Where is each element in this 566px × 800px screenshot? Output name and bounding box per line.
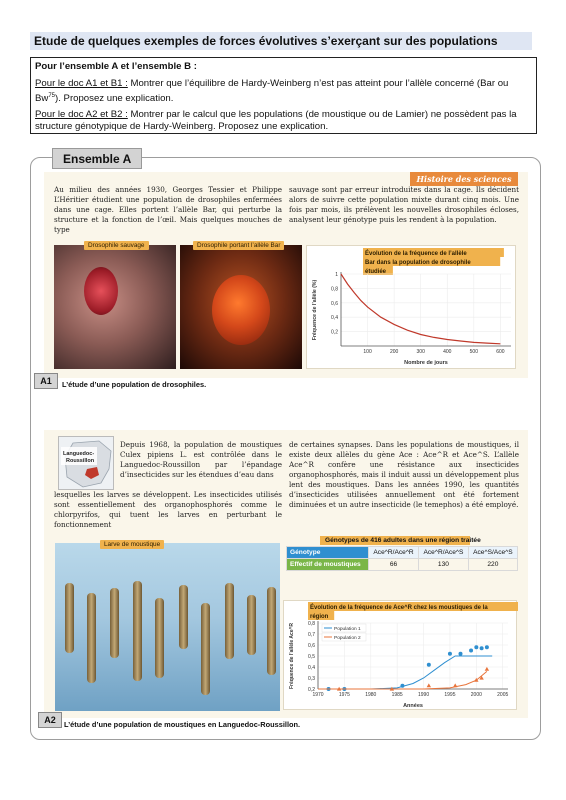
data-point <box>448 652 452 656</box>
history-tag: Histoire des sciences <box>410 172 518 186</box>
y-tick-label: 0,8 <box>308 621 315 627</box>
a2-text-col1-top: Depuis 1968, la population de moustiques Culex pipiens L. est contrôlée dans le Languedoc-Roussillon par l’épandage d’insecticides sur les étendues d’eau dans <box>120 440 282 479</box>
count-cell: 66 <box>369 559 419 571</box>
larva-shape <box>87 593 96 683</box>
data-point <box>480 646 484 650</box>
table-row <box>287 559 518 571</box>
data-point <box>427 663 431 667</box>
map-label-line1: Languedoc- <box>63 451 95 457</box>
a1-caption: L’étude d’une population de drosophiles. <box>62 380 207 389</box>
data-point <box>485 645 489 649</box>
a2-caption: L’étude d’une population de moustiques en Languedoc-Roussillon. <box>64 720 301 729</box>
photo-label-wild: Drosophile sauvage <box>84 241 149 250</box>
france-map-icon <box>59 437 115 491</box>
x-tick-label: 300 <box>416 349 425 355</box>
x-tick-label: 1975 <box>338 692 350 698</box>
larva-shape <box>225 583 234 659</box>
y-tick-label: 0,2 <box>308 687 315 693</box>
task-item-2-prefix: Pour le doc A2 et B2 : <box>35 109 128 121</box>
chart-title: région <box>310 614 329 620</box>
genotype-cell: Ace^R/Ace^S <box>419 547 469 559</box>
data-point <box>459 652 463 656</box>
data-point <box>427 683 431 687</box>
data-point <box>485 667 489 671</box>
a2-text-col1-bottom: lesquelles les larves se développent. Les insecticides utilisés sont essentiellement des organophosphorés comme le chlorpyrifos, qui tuent les larves en perturbant le fonctionnement <box>54 490 282 529</box>
y-tick-label: 0,4 <box>331 315 338 322</box>
y-axis-label: Fréquence de l’allèle (%) <box>312 279 318 341</box>
mosquito-larvae-photo <box>55 543 280 711</box>
x-tick-label: 1995 <box>444 692 456 698</box>
genotype-cell: Ace^S/Ace^S <box>468 547 517 559</box>
x-tick-label: 2000 <box>470 692 482 698</box>
x-tick-label: 1980 <box>365 692 377 698</box>
x-axis-label: Années <box>403 703 423 709</box>
chart-title: Bar dans la population de drosophile <box>365 260 471 266</box>
count-cell: 130 <box>419 559 469 571</box>
photo-label-larva: Larve de moustique <box>100 540 164 549</box>
larva-shape <box>179 585 188 649</box>
x-tick-label: 100 <box>363 349 372 355</box>
chart-ace-allele-svg <box>284 601 518 711</box>
data-point <box>453 683 457 687</box>
legend-label: Population 2 <box>334 636 361 641</box>
chart-title: Évolution de la fréquence de Ace^R chez les moustiques de la <box>310 605 488 611</box>
x-tick-label: 1985 <box>391 692 403 698</box>
y-tick-label: 1 <box>335 272 338 278</box>
y-tick-label: 0,2 <box>331 329 338 336</box>
y-tick-label: 0,3 <box>308 676 315 682</box>
genotype-table <box>286 536 518 571</box>
y-axis-label: Fréquence de l’allèle Ace^R <box>289 622 295 690</box>
genotype-cell: Ace^R/Ace^R <box>369 547 419 559</box>
larva-shape <box>110 588 119 658</box>
x-tick-label: 1990 <box>417 692 430 698</box>
x-tick-label: 500 <box>469 349 478 355</box>
larva-shape <box>155 598 164 678</box>
task-item-2 <box>35 109 532 133</box>
x-tick-label: 200 <box>389 349 399 355</box>
x-tick-label: 2005 <box>497 692 509 698</box>
chart-title: Évolution de la fréquence de l’allèle <box>365 251 467 257</box>
a2-text-col2: de certaines synapses. Dans les populations de moustiques, il existe deux allèles du gène Ace : Ace^R et Ace^S. L’allèle Ace^R confère une résistance aux insecticides organophosphorés, mais il induit aussi un développement plus lent des moustiques. Dans les années 1990, les quantités d’insecticides utilisées annuellement ont été fortement diminuées et un autre insecticide (le temephos) a été employé. <box>289 440 519 509</box>
chart-ace-allele <box>283 600 517 710</box>
x-tick-label: 600 <box>496 349 505 355</box>
y-tick-label: 0,7 <box>308 632 315 638</box>
table-row-label: Effectif de moustiques <box>287 559 369 571</box>
y-tick-label: 0,6 <box>331 300 338 307</box>
data-point <box>400 684 404 688</box>
task-item-2-text: Montrer par le calcul que les populations (de moustique ou de Lamier) ne possèdent pas la structure génotypique de Hardy-Weinberg. Proposez une explication. <box>35 109 517 133</box>
doc-tag-a2: A2 <box>38 712 62 728</box>
chart-bar-allele <box>306 245 516 369</box>
larva-shape <box>65 583 74 653</box>
eye-shape <box>84 267 118 315</box>
legend-label: Population 1 <box>334 627 361 632</box>
larva-shape <box>247 595 256 655</box>
a1-text-col1: Au milieu des années 1930, Georges Tessier et Philippe L’Héritier étudient une population de drosophiles enfermées dans une cage. Elles portent l’allèle Bar, qui perturbe la structure et la fonction de l’œil. Mais quelques mouches de type <box>54 185 282 234</box>
count-cell: 220 <box>468 559 517 571</box>
data-point <box>474 645 478 649</box>
a1-text-col2: sauvage sont par erreur introduites dans la cage. Ils décident alors de suivre cette population mixte durant cinq mois. Une fois par mois, ils prélèvent les nouvelles drosophiles écloses, analysent leur génotype puis les rendent à la population. <box>289 185 519 224</box>
task-item-1 <box>35 78 532 105</box>
task-item-1-end: ). Proposez une explication. <box>55 93 174 105</box>
table-row <box>287 547 518 559</box>
chart-bar-allele-svg <box>307 246 517 370</box>
task-item-1-text: Montrer que l’équilibre de Hardy-Weinberg n’est pas atteint pour l’allèle concerné (Bar ou Bw <box>35 78 509 105</box>
larva-shape <box>201 603 210 695</box>
set-a-tab: Ensemble A <box>52 148 142 169</box>
y-tick-label: 0,6 <box>308 643 315 649</box>
doc-tag-a1: A1 <box>34 373 58 389</box>
region-map <box>58 436 114 490</box>
bar-drosophila-photo <box>180 245 302 369</box>
table-header-cell: Génotype <box>287 547 369 559</box>
genotype-table-title: Génotypes de 416 adultes dans une région traitée <box>320 536 470 545</box>
wild-drosophila-photo <box>54 245 176 369</box>
larva-shape <box>267 587 276 675</box>
x-tick-label: 400 <box>443 349 452 355</box>
y-tick-label: 0,4 <box>308 665 315 671</box>
task-heading: Pour l’ensemble A et l’ensemble B : <box>35 61 197 72</box>
map-label-line2: Roussillon <box>66 458 95 464</box>
x-axis-label: Nombre de jours <box>404 360 448 366</box>
eye-shape <box>212 275 270 345</box>
larva-shape <box>133 581 142 681</box>
data-point <box>469 649 473 653</box>
genotype-table-grid <box>286 546 518 571</box>
task-instructions-box <box>30 57 537 134</box>
x-tick-label: 1970 <box>312 692 324 698</box>
chart-title: étudiée <box>365 269 387 275</box>
y-tick-label: 0,5 <box>308 654 315 660</box>
task-item-1-sup: 75 <box>48 93 56 99</box>
page-title: Etude de quelques exemples de forces évolutives s’exerçant sur des populations <box>34 34 498 48</box>
task-item-1-prefix: Pour le doc A1 et B1 : <box>35 78 128 89</box>
photo-label-bar: Drosophile portant l’allèle Bar <box>193 241 284 250</box>
y-tick-label: 0,8 <box>331 286 338 293</box>
